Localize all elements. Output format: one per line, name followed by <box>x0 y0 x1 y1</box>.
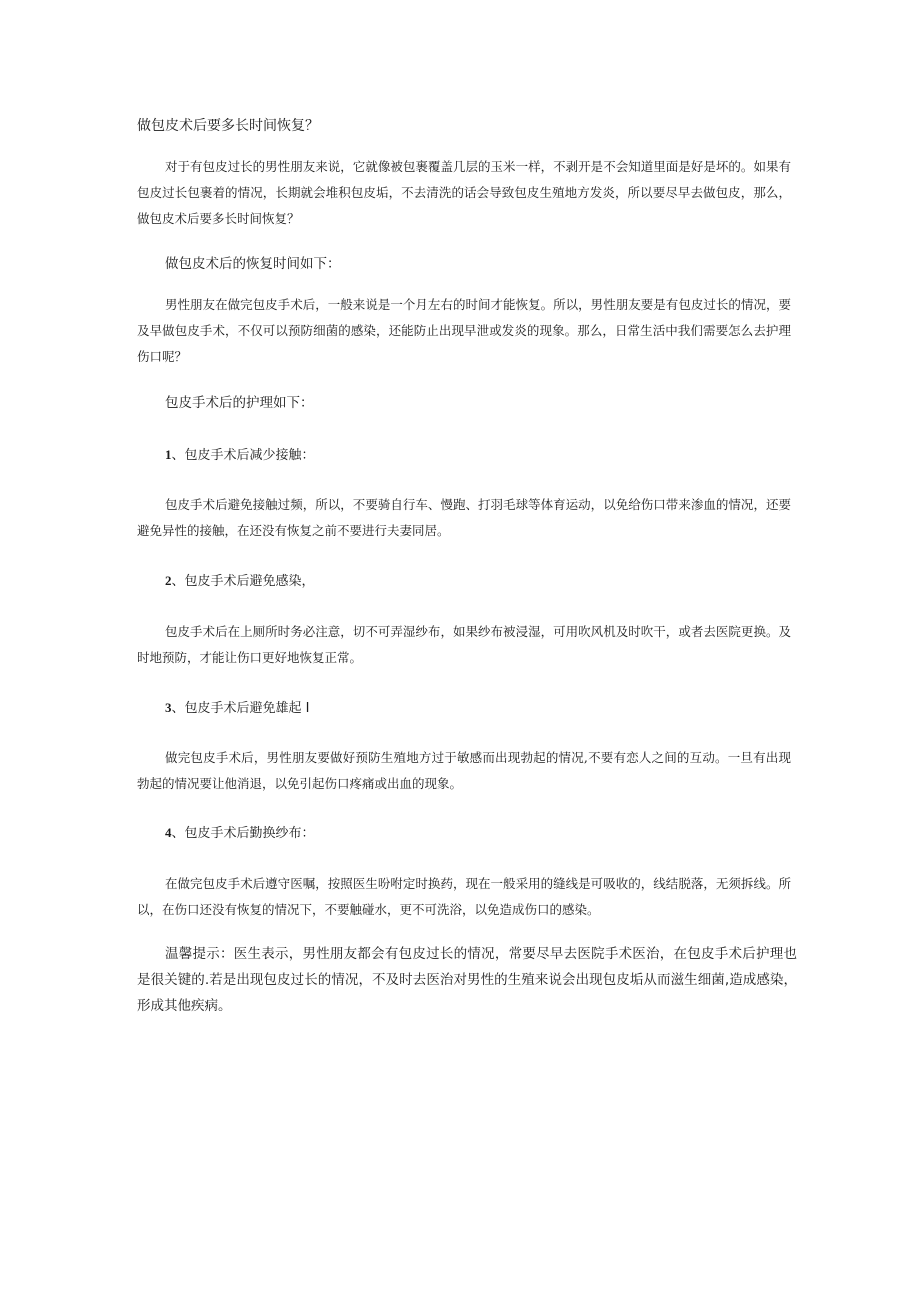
recovery-heading: 做包皮术后的恢复时间如下： <box>165 256 341 272</box>
document-title: 做包皮术后要多长时间恢复？ <box>137 118 319 134</box>
care-item-title: 、包皮手术后避免感染， <box>171 574 315 589</box>
care-item-text: 在做完包皮手术后遵守医嘱，按照医生吩咐定时换药，现在一般采用的缝线是可吸收的，线结脱落，无须拆线。所以，在伤口还没有恢复的情况下，不要触碰水，更不可洗浴，以免造成伤口的感染。 <box>137 876 791 917</box>
care-item-heading <box>165 698 309 719</box>
care-item-title: 、包皮手术后避免雄起 I <box>171 701 310 716</box>
care-item-heading <box>165 571 315 592</box>
care-item-number: 4 <box>165 825 172 840</box>
recovery-paragraph: 男性朋友在做完包皮手术后，一般来说是一个月左右的时间才能恢复。所以，男性朋友要是有包皮过长的情况，要及早做包皮手术，不仅可以预防细菌的感染，还能防止出现早泄或发炎的现象。那么，日常生活中我们需要怎么去护理伤口呢？ <box>137 297 791 364</box>
care-item-number: 2 <box>165 573 172 588</box>
care-item-text: 包皮手术后在上厕所时务必注意，切不可弄湿纱布，如果纱布被浸湿，可用吹风机及时吹干，或者去医院更换。及时地预防，才能让伤口更好地恢复正常。 <box>137 624 791 665</box>
care-item-number: 1 <box>165 447 172 462</box>
care-item-title: 、包皮手术后勤换纱布： <box>171 826 315 841</box>
care-item-title: 、包皮手术后减少接触： <box>171 448 315 463</box>
care-item-heading <box>165 823 315 844</box>
care-item-number: 3 <box>165 700 172 715</box>
intro-paragraph: 对于有包皮过长的男性朋友来说，它就像被包裹覆盖几层的玉米一样，不剥开是不会知道里面是好是坏的。如果有包皮过长包裹着的情况，长期就会堆积包皮垢，不去清洗的话会导致包皮生殖地方发炎，所以要尽早去做包皮，那么，做包皮术后要多长时间恢复？ <box>137 159 791 226</box>
care-item-text: 做完包皮手术后，男性朋友要做好预防生殖地方过于敏感而出现勃起的情况,不要有恋人之间的互动。一旦有出现勃起的情况要让他消退，以免引起伤口疼痛或出血的现象。 <box>137 750 791 791</box>
warm-tip-paragraph: 温馨提示：医生表示，男性朋友都会有包皮过长的情况，常要尽早去医院手术医治，在包皮手术后护理也是很关键的.若是出现包皮过长的情况，不及时去医治对男性的生殖来说会出现包皮垢从而滋生细菌,造成感染，形成其他疾病。 <box>137 946 797 1014</box>
care-item-text: 包皮手术后避免接触过频，所以，不要骑自行车、慢跑、打羽毛球等体育运动，以免给伤口带来渗血的情况，还要避免异性的接触，在还没有恢复之前不要进行夫妻同居。 <box>137 497 791 538</box>
care-item-heading <box>165 445 315 466</box>
care-heading: 包皮手术后的护理如下： <box>165 395 314 411</box>
